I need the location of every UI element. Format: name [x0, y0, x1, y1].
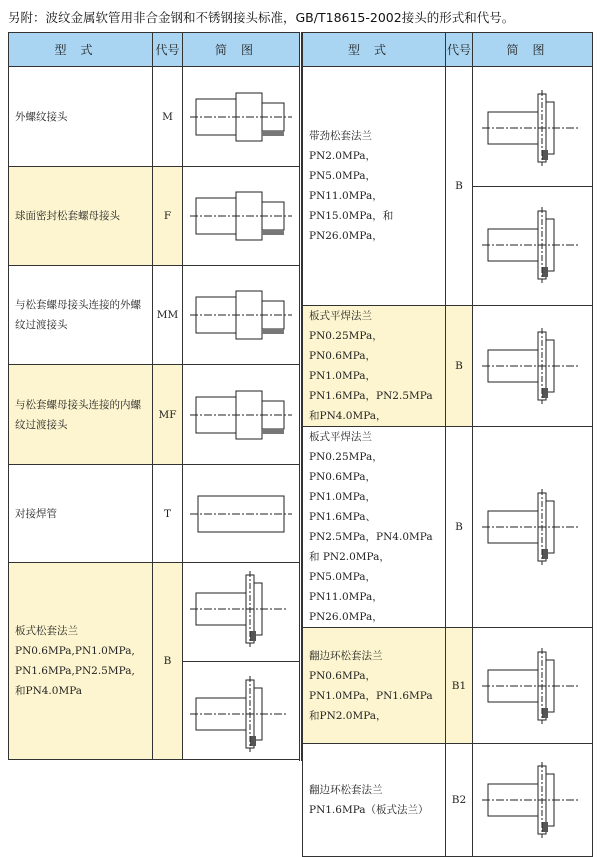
- flange-diagram: [188, 569, 294, 649]
- form-cell: 外螺纹接头: [9, 67, 153, 167]
- header-row: [9, 33, 300, 67]
- diagram-cell: [183, 266, 300, 365]
- table-row: [303, 306, 593, 427]
- table-row: [9, 365, 300, 465]
- form-cell: 与松套螺母接头连接的内螺纹过渡接头: [9, 365, 153, 465]
- diagram-cell: [473, 67, 593, 306]
- form-cell: 翻边环松套法兰 PN0.6MPa，PN1.0MPa，PN1.6MPa和PN2.0MPa，: [303, 628, 446, 744]
- pipe-diagram: [188, 474, 294, 554]
- form-cell: 翻边环松套法兰 PN1.6MPa（板式法兰）: [303, 744, 446, 857]
- diagram-cell: [473, 744, 593, 857]
- code-cell: B: [446, 306, 473, 427]
- header-form: 型式: [303, 33, 446, 67]
- header-row: [303, 33, 593, 67]
- diagram-cell: [183, 563, 300, 760]
- flange-diagram: [480, 326, 586, 406]
- code-cell: B: [446, 67, 473, 306]
- code-cell: B: [446, 427, 473, 628]
- diagram-cell: [183, 67, 300, 167]
- header-code: 代号: [153, 33, 183, 67]
- table-row: [9, 167, 300, 266]
- diagram-cell: [473, 306, 593, 427]
- right-table: [302, 32, 593, 857]
- form-cell: 板式松套法兰 PN0.6MPa,PN1.0MPa, PN1.6MPa,PN2.5MPa, 和PN4.0MPa: [9, 563, 153, 760]
- form-cell: 与松套螺母接头连接的外螺纹过渡接头: [9, 266, 153, 365]
- diagram-cell: [473, 628, 593, 744]
- code-cell: M: [153, 67, 183, 167]
- flange-diagram: [188, 674, 294, 754]
- diagram-cell: [183, 465, 300, 563]
- code-cell: MF: [153, 365, 183, 465]
- fitting-diagram: [188, 176, 294, 256]
- form-cell: 板式平焊法兰 PN0.25MPa，PN0.6MPa，PN1.0MPa，PN1.6MPa，PN2.5MPa和PN4.0MPa，: [303, 306, 446, 427]
- form-cell: 对接焊管: [9, 465, 153, 563]
- table-row: [9, 563, 300, 760]
- flange-diagram: [480, 487, 586, 567]
- table-row: [303, 744, 593, 857]
- fitting-diagram: [188, 375, 294, 455]
- code-cell: B1: [446, 628, 473, 744]
- code-cell: B2: [446, 744, 473, 857]
- header-form: 型式: [9, 33, 153, 67]
- fitting-diagram: [188, 275, 294, 355]
- code-cell: B: [153, 563, 183, 760]
- table-row: [303, 67, 593, 306]
- flange-diagram: [480, 760, 586, 840]
- form-cell: 带劲松套法兰 PN2.0MPa，PN5.0MPa，PN11.0MPa，PN15.0MPa，和PN26.0MPa，: [303, 67, 446, 306]
- table-row: [9, 465, 300, 563]
- flange-diagram: [480, 205, 586, 285]
- code-cell: MM: [153, 266, 183, 365]
- form-cell: 板式平焊法兰 PN0.25MPa，PN0.6MPa，PN1.0MPa，PN1.6MPa、PN2.5MPa，PN4.0MPa和 PN2.0MPa，PN5.0MPa，PN11.0MPa，PN26.0MPa，: [303, 427, 446, 628]
- table-row: [303, 628, 593, 744]
- code-cell: T: [153, 465, 183, 563]
- diagram-cell: [473, 427, 593, 628]
- code-cell: F: [153, 167, 183, 266]
- fitting-diagram: [188, 77, 294, 157]
- header-code: 代号: [446, 33, 473, 67]
- diagram-cell: [183, 365, 300, 465]
- page-title: 另附：波纹金属软管用非合金钢和不锈钢接头标准，GB/T18615-2002接头的形式和代号。: [8, 10, 515, 25]
- table-row: [303, 427, 593, 628]
- left-table: [8, 32, 300, 760]
- flange-diagram: [480, 646, 586, 726]
- flange-diagram: [480, 88, 586, 168]
- table-row: [9, 67, 300, 167]
- header-diagram: 简图: [473, 33, 593, 67]
- diagram-cell: [183, 167, 300, 266]
- header-diagram: 简图: [183, 33, 300, 67]
- table-row: [9, 266, 300, 365]
- form-cell: 球面密封松套螺母接头: [9, 167, 153, 266]
